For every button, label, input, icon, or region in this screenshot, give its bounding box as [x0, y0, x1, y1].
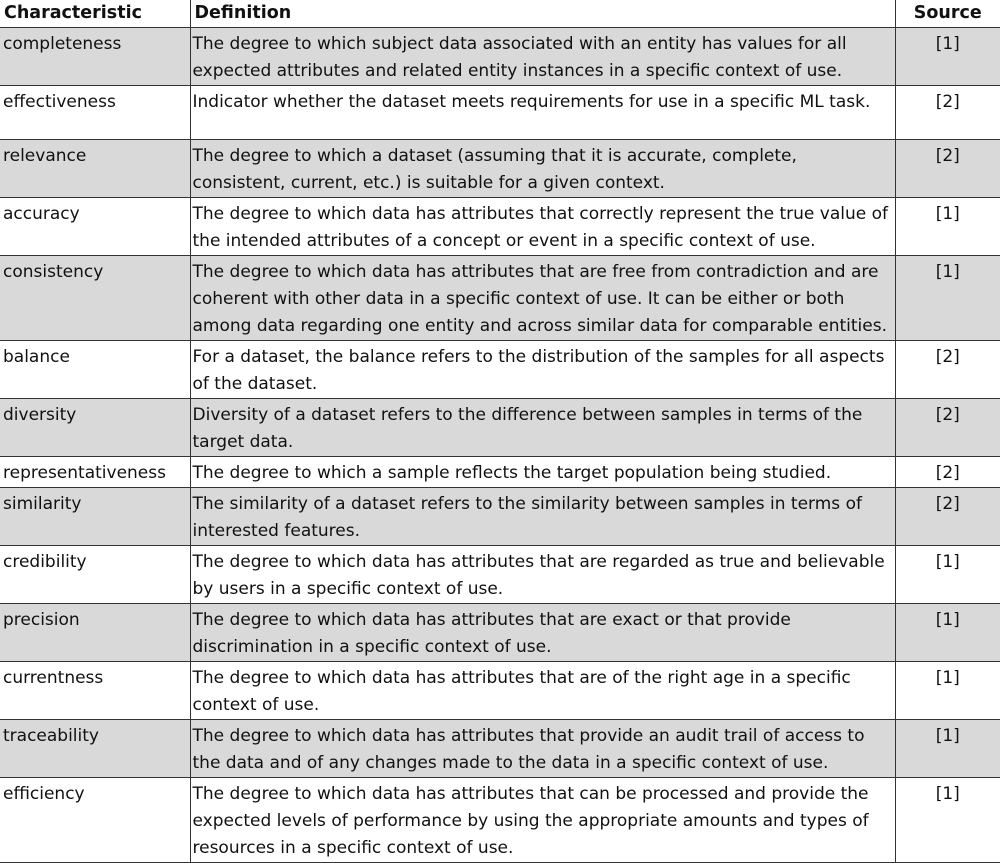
- header-row: [0, 0, 1000, 28]
- cell-characteristic: effectiveness: [0, 86, 190, 140]
- table-row: [0, 86, 1000, 140]
- cell-definition: The degree to which subject data associated with an entity has values for all expected attributes and related entity instances in a specific context of use.: [190, 28, 895, 86]
- cell-source: [1]: [895, 256, 1000, 341]
- table-row: [0, 662, 1000, 720]
- table-row: [0, 546, 1000, 604]
- cell-source: [2]: [895, 399, 1000, 457]
- cell-definition: For a dataset, the balance refers to the distribution of the samples for all aspects of the dataset.: [190, 341, 895, 399]
- cell-source: [2]: [895, 488, 1000, 546]
- cell-characteristic: credibility: [0, 546, 190, 604]
- cell-characteristic: traceability: [0, 720, 190, 778]
- cell-source: [1]: [895, 198, 1000, 256]
- cell-definition: The degree to which data has attributes that are of the right age in a specific context of use.: [190, 662, 895, 720]
- cell-source: [1]: [895, 604, 1000, 662]
- cell-definition: The degree to which a dataset (assuming that it is accurate, complete, consistent, current, etc.) is suitable for a given context.: [190, 140, 895, 198]
- cell-definition: The degree to which data has attributes that are exact or that provide discrimination in a specific context of use.: [190, 604, 895, 662]
- table-row: [0, 256, 1000, 341]
- cell-characteristic: accuracy: [0, 198, 190, 256]
- cell-definition: The degree to which data has attributes that correctly represent the true value of the intended attributes of a concept or event in a specific context of use.: [190, 198, 895, 256]
- cell-source: [2]: [895, 341, 1000, 399]
- cell-source: [2]: [895, 457, 1000, 488]
- table-row: [0, 778, 1000, 863]
- cell-characteristic: currentness: [0, 662, 190, 720]
- cell-characteristic: balance: [0, 341, 190, 399]
- cell-definition: The degree to which a sample reflects the target population being studied.: [190, 457, 895, 488]
- cell-characteristic: relevance: [0, 140, 190, 198]
- cell-definition: Diversity of a dataset refers to the difference between samples in terms of the target data.: [190, 399, 895, 457]
- cell-source: [1]: [895, 778, 1000, 863]
- cell-source: [1]: [895, 720, 1000, 778]
- table-row: [0, 457, 1000, 488]
- cell-source: [2]: [895, 86, 1000, 140]
- table-body: [0, 28, 1000, 863]
- table-row: [0, 198, 1000, 256]
- cell-definition: The degree to which data has attributes that can be processed and provide the expected levels of performance by using the appropriate amounts and types of resources in a specific context of use.: [190, 778, 895, 863]
- cell-source: [1]: [895, 28, 1000, 86]
- table-row: [0, 720, 1000, 778]
- cell-definition: Indicator whether the dataset meets requirements for use in a specific ML task.: [190, 86, 895, 140]
- table-row: [0, 28, 1000, 86]
- cell-definition: The degree to which data has attributes that are regarded as true and believable by users in a specific context of use.: [190, 546, 895, 604]
- cell-source: [1]: [895, 546, 1000, 604]
- cell-definition: The degree to which data has attributes that are free from contradiction and are coherent with other data in a specific context of use. It can be either or both among data regarding one entity and across similar data for comparable entities.: [190, 256, 895, 341]
- header-definition: Definition: [190, 0, 895, 28]
- cell-characteristic: efficiency: [0, 778, 190, 863]
- table-row: [0, 140, 1000, 198]
- cell-characteristic: completeness: [0, 28, 190, 86]
- cell-characteristic: precision: [0, 604, 190, 662]
- table-row: [0, 341, 1000, 399]
- cell-definition: The similarity of a dataset refers to the similarity between samples in terms of interested features.: [190, 488, 895, 546]
- cell-characteristic: similarity: [0, 488, 190, 546]
- cell-characteristic: consistency: [0, 256, 190, 341]
- cell-source: [1]: [895, 662, 1000, 720]
- header-source: Source: [895, 0, 1000, 28]
- cell-definition: The degree to which data has attributes that provide an audit trail of access to the data and of any changes made to the data in a specific context of use.: [190, 720, 895, 778]
- table-row: [0, 488, 1000, 546]
- table-row: [0, 604, 1000, 662]
- cell-characteristic: representativeness: [0, 457, 190, 488]
- header-characteristic: Characteristic: [4, 3, 142, 23]
- cell-source: [2]: [895, 140, 1000, 198]
- table-row: [0, 399, 1000, 457]
- cell-characteristic: diversity: [0, 399, 190, 457]
